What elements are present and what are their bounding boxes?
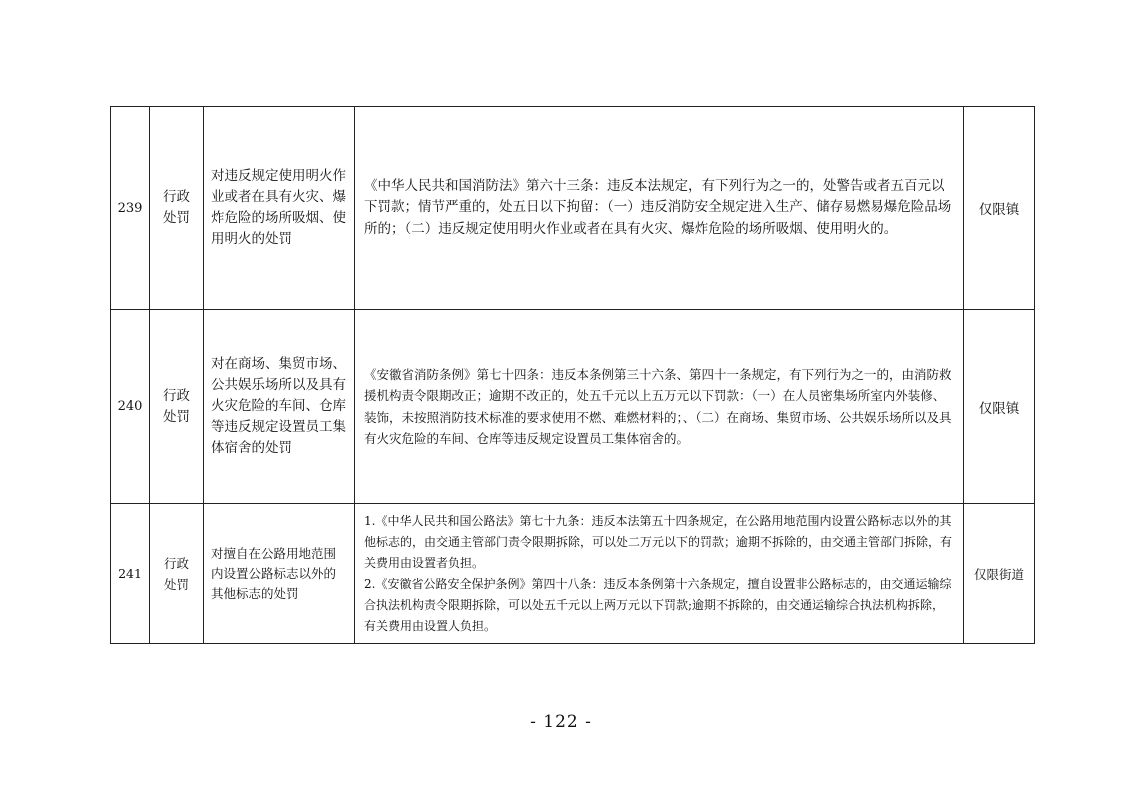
row-number: 239 [111, 107, 150, 310]
legal-basis [355, 310, 964, 504]
item-type-line: 行政 [163, 189, 190, 205]
legal-basis [355, 107, 964, 310]
legal-basis-text: 《安徽省消防条例》第七十四条：违反本条例第三十六条、第四十一条规定，有下列行为之一的，由消防救援机构责令限期改正；逾期不改正的，处五千元以上五万元以下罚款：（一）在人员密集场所室内外装修、装饰，未按照消防技术标准的要求使用不燃、难燃材料的；、（二）在商场、集贸市场、公共娱乐场所以及具有火灾危险的车间、仓库等违反规定设置员工集体宿舍的。 [364, 366, 952, 446]
table-row [111, 504, 1035, 644]
row-number: 241 [111, 504, 150, 644]
item-type-line: 处罚 [163, 576, 189, 592]
item-type [150, 310, 204, 504]
item-type [150, 107, 204, 310]
item-name: 对擅自在公路用地范围内设置公路标志以外的其他标志的处罚 [204, 504, 355, 644]
applicable-scope: 仅限镇 [964, 310, 1035, 504]
applicable-scope: 仅限街道 [964, 504, 1035, 644]
item-type-line: 行政 [163, 555, 189, 571]
item-type-line: 行政 [163, 387, 190, 404]
item-type-line: 处罚 [163, 210, 190, 226]
page-number: - 122 - [530, 712, 592, 732]
item-type-line: 处罚 [163, 408, 190, 425]
legal-basis-text: 2.《安徽省公路安全保护条例》第四十八条：违反本条例第十六条规定，擅自设置非公路标志的，由交通运输综合执法机构责令限期拆除，可以处五千元以上两万元以下罚款;逾期不拆除的，由交通运输综合执法机构拆除，有关费用由设置人负担。 [364, 576, 952, 633]
table-row [111, 107, 1035, 310]
item-type [150, 504, 204, 644]
applicable-scope: 仅限镇 [964, 107, 1035, 310]
row-number: 240 [111, 310, 150, 504]
legal-basis-text: 1.《中华人民共和国公路法》第七十九条：违反本法第五十四条规定，在公路用地范围内设置公路标志以外的其他标志的，由交通主管部门责令限期拆除，可以处二万元以下的罚款；逾期不拆除的，由交通主管部门拆除，有关费用由设置者负担。 [364, 513, 953, 570]
table-row [111, 310, 1035, 504]
legal-basis [355, 504, 964, 644]
item-name: 对违反规定使用明火作业或者在具有火灾、爆炸危险的场所吸烟、使用明火的处罚 [204, 107, 355, 310]
legal-basis-text: 《中华人民共和国消防法》第六十三条：违反本法规定，有下列行为之一的，处警告或者五百元以下罚款；情节严重的，处五日以下拘留：（一）违反消防安全规定进入生产、储存易燃易爆危险品场所的；（二）违反规定使用明火作业或者在具有火灾、爆炸危险的场所吸烟、使用明火的。 [364, 177, 952, 237]
penalty-items-table [110, 106, 1035, 644]
item-name: 对在商场、集贸市场、公共娱乐场所以及具有火灾危险的车间、仓库等违反规定设置员工集体宿舍的处罚 [204, 310, 355, 504]
